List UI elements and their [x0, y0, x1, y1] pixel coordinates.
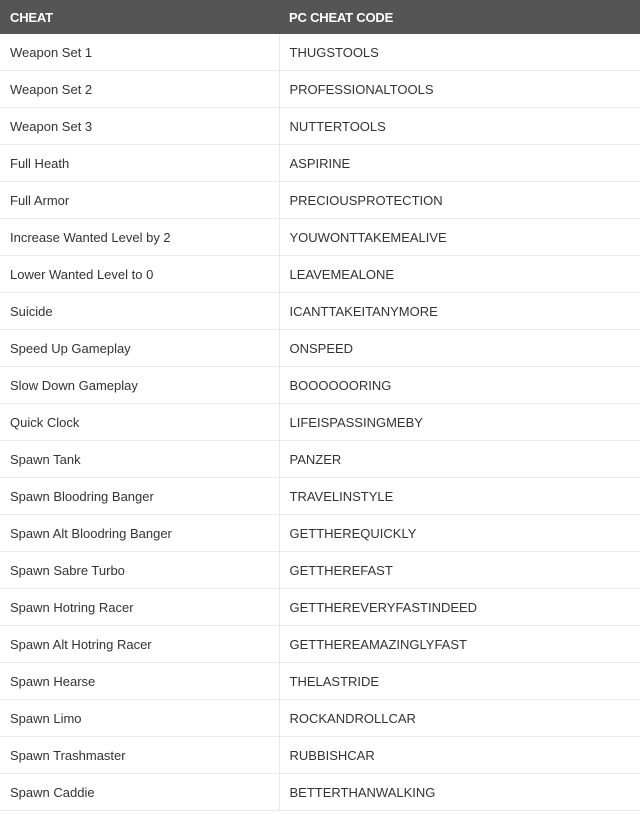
- cheat-code: ICANTTAKEITANYMORE: [279, 293, 640, 330]
- cheat-name: Lower Wanted Level to 0: [0, 256, 279, 293]
- cheat-code: GETTHEREVERYFASTINDEED: [279, 589, 640, 626]
- cheat-code: PANZER: [279, 441, 640, 478]
- table-row: [0, 737, 640, 774]
- table-row: [0, 182, 640, 219]
- cheat-name: Weapon Set 2: [0, 71, 279, 108]
- cheat-code: NUTTERTOOLS: [279, 108, 640, 145]
- cheat-code: GETTHEREQUICKLY: [279, 515, 640, 552]
- cheat-name: Spawn Alt Bloodring Banger: [0, 515, 279, 552]
- header-pc-cheat-code: PC CHEAT CODE: [279, 0, 640, 34]
- table-row: [0, 441, 640, 478]
- cheat-code: TRAVELINSTYLE: [279, 478, 640, 515]
- cheat-code: ROCKANDROLLCAR: [279, 700, 640, 737]
- cheat-name: Increase Wanted Level by 2: [0, 219, 279, 256]
- table-row: [0, 478, 640, 515]
- table-row: [0, 330, 640, 367]
- table-row: [0, 626, 640, 663]
- cheat-name: Spawn Tank: [0, 441, 279, 478]
- table-row: [0, 515, 640, 552]
- table-row: [0, 404, 640, 441]
- cheat-name: Speed Up Gameplay: [0, 330, 279, 367]
- cheat-code: RUBBISHCAR: [279, 737, 640, 774]
- cheat-code: THELASTRIDE: [279, 663, 640, 700]
- cheat-code: YOUWONTTAKEMEALIVE: [279, 219, 640, 256]
- table-row: [0, 774, 640, 811]
- cheat-code: ONSPEED: [279, 330, 640, 367]
- cheat-code: BOOOOOORING: [279, 367, 640, 404]
- cheat-name: Spawn Hearse: [0, 663, 279, 700]
- cheat-name: Spawn Sabre Turbo: [0, 552, 279, 589]
- table-row: [0, 589, 640, 626]
- table-row: [0, 367, 640, 404]
- cheat-name: Spawn Trashmaster: [0, 737, 279, 774]
- cheat-name: Spawn Bloodring Banger: [0, 478, 279, 515]
- table-body: [0, 34, 640, 811]
- cheat-name: Spawn Caddie: [0, 774, 279, 811]
- cheat-code: LEAVEMEALONE: [279, 256, 640, 293]
- cheat-code: BETTERTHANWALKING: [279, 774, 640, 811]
- cheat-code: ASPIRINE: [279, 145, 640, 182]
- table-row: [0, 145, 640, 182]
- cheat-code: GETTHEREFAST: [279, 552, 640, 589]
- table-row: [0, 71, 640, 108]
- table-row: [0, 700, 640, 737]
- table-row: [0, 552, 640, 589]
- table-row: [0, 219, 640, 256]
- cheat-code: GETTHEREAMAZINGLYFAST: [279, 626, 640, 663]
- table-row: [0, 663, 640, 700]
- table-row: [0, 256, 640, 293]
- cheat-code: THUGSTOOLS: [279, 34, 640, 71]
- table-row: [0, 108, 640, 145]
- cheat-name: Spawn Hotring Racer: [0, 589, 279, 626]
- cheat-name: Weapon Set 1: [0, 34, 279, 71]
- cheat-name: Slow Down Gameplay: [0, 367, 279, 404]
- cheat-name: Spawn Alt Hotring Racer: [0, 626, 279, 663]
- cheat-name: Full Armor: [0, 182, 279, 219]
- cheat-name: Quick Clock: [0, 404, 279, 441]
- table-row: [0, 34, 640, 71]
- cheat-name: Spawn Limo: [0, 700, 279, 737]
- cheat-name: Suicide: [0, 293, 279, 330]
- cheat-code: PROFESSIONALTOOLS: [279, 71, 640, 108]
- cheat-name: Weapon Set 3: [0, 108, 279, 145]
- table-header-row: [0, 0, 640, 34]
- header-cheat: CHEAT: [0, 0, 279, 34]
- table-row: [0, 293, 640, 330]
- cheat-name: Full Heath: [0, 145, 279, 182]
- cheat-code: PRECIOUSPROTECTION: [279, 182, 640, 219]
- cheat-code: LIFEISPASSINGMEBY: [279, 404, 640, 441]
